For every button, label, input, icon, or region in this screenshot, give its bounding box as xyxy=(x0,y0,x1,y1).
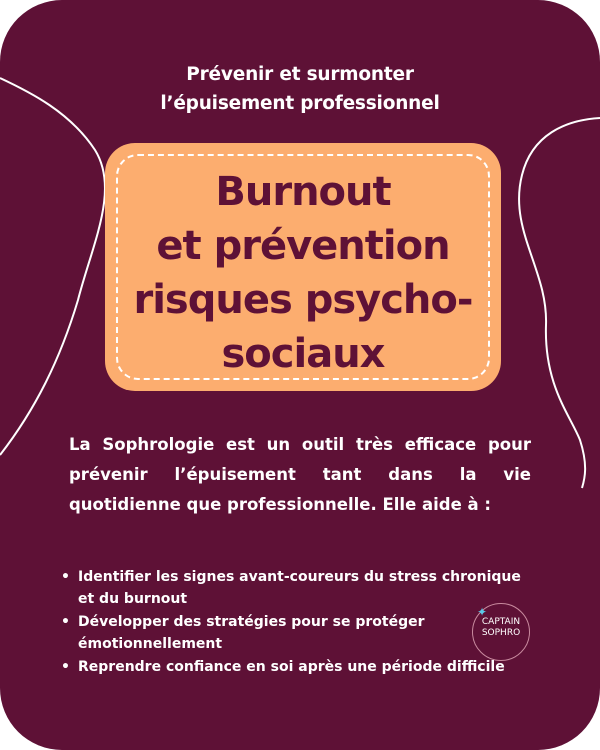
heading-line-1: Burnout xyxy=(215,169,391,215)
list-item xyxy=(58,611,538,655)
intro-line-3: quotidienne que professionnelle. Elle aide à : xyxy=(69,495,492,514)
list-item xyxy=(58,656,538,678)
heading-line-2: et prévention xyxy=(156,223,450,269)
left-curve xyxy=(0,78,105,455)
subtitle-line-2: l’épuisement professionnel xyxy=(160,93,440,114)
subtitle-line-1: Prévenir et surmonter xyxy=(186,64,414,85)
bullet-marker: • xyxy=(61,569,70,585)
sparkle-icon: ✦ xyxy=(477,605,488,619)
list-item-text: Développer des stratégies pour se protéger émotionnellement xyxy=(78,614,425,652)
title-box xyxy=(105,143,501,391)
list-item-text: Identifier les signes avant-coureurs du stress chronique et du burnout xyxy=(78,569,521,607)
benefits-list xyxy=(58,566,538,679)
bullet-marker: • xyxy=(61,614,70,630)
logo-line-2: SOPHRO xyxy=(481,628,521,638)
list-item-text: Reprendre confiance en soi après une période difficile xyxy=(78,659,505,675)
main-heading xyxy=(105,165,501,381)
intro-line-2: prévenir l’épuisement tant dans la vie xyxy=(69,465,531,484)
intro-paragraph xyxy=(69,430,531,520)
bullet-marker: • xyxy=(61,659,70,675)
captain-sophro-logo xyxy=(472,603,530,661)
list-item xyxy=(58,566,538,610)
subtitle xyxy=(0,60,600,118)
intro-line-1: La Sophrologie est un outil très efficace pour xyxy=(69,435,531,454)
heading-line-4: sociaux xyxy=(221,331,385,377)
right-curve xyxy=(519,118,600,488)
logo-line-1: CAPTAIN xyxy=(481,617,521,627)
heading-line-3: risques psycho- xyxy=(133,277,473,323)
